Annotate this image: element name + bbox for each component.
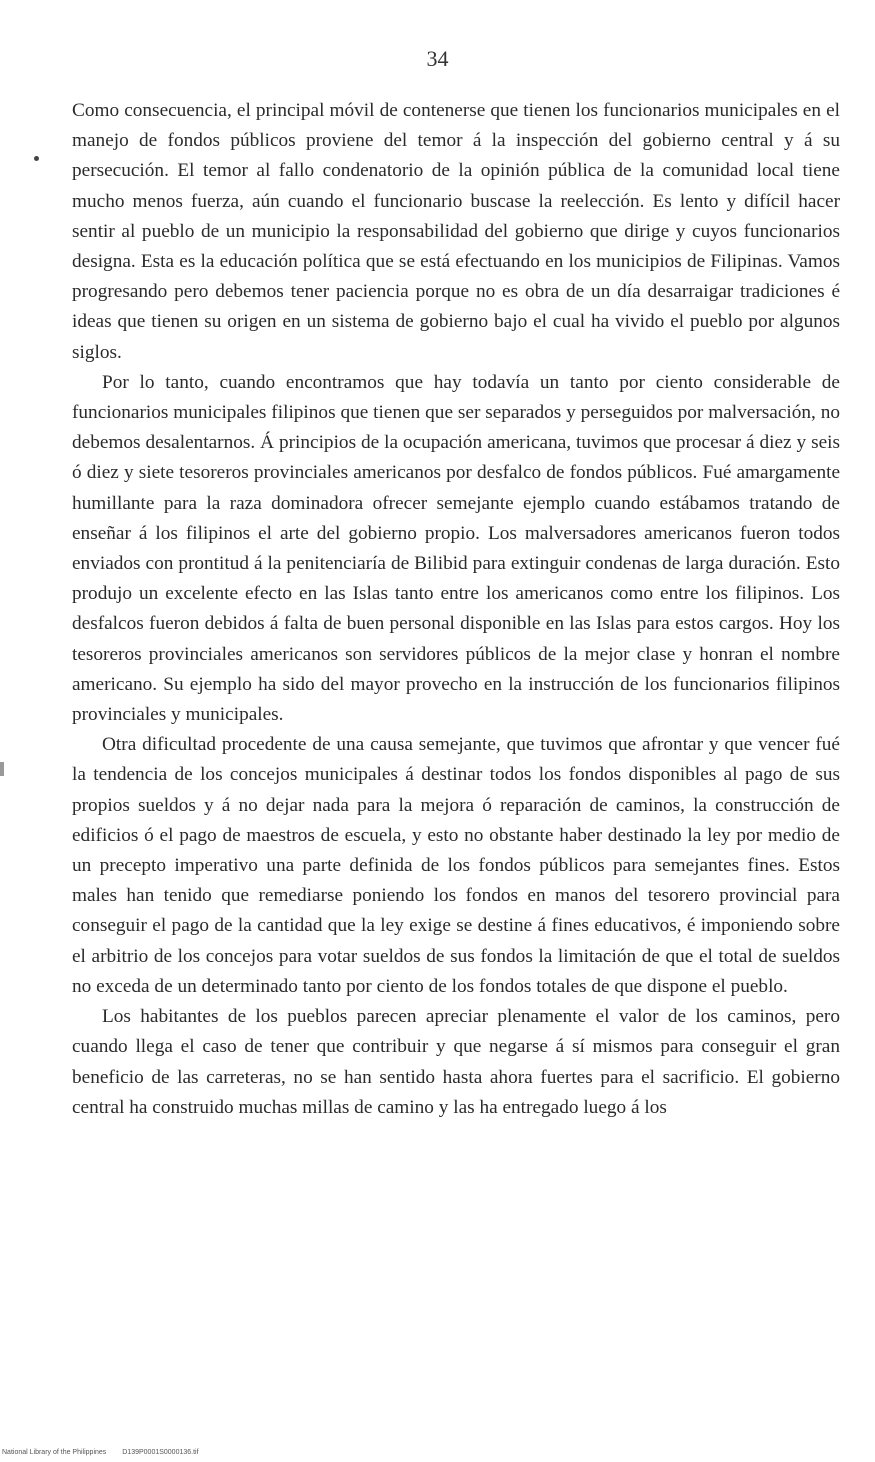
scan-footer: [2, 1449, 199, 1456]
page-number: 34: [426, 46, 449, 71]
paragraph-1: Como consecuencia, el principal móvil de contenerse que tienen los funcionarios municipales en el manejo de fondos públicos proviene del temor á la inspección del gobierno central y á su persecución. El temor al fallo condenatorio de la opinión pública de la comunidad local tiene mucho menos fuerza, aún cuando el funcionario buscase la reelección. Es lento y difícil hacer sentir al pueblo de un municipio la responsabilidad del gobierno que dirige y cuyos funcionarios designa. Esta es la educación política que se está efectuando en los municipios de Filipinas. Vamos progresando pero debemos tener paciencia porque no es obra de un día desarraigar tradiciones é ideas que tienen su origen en un sistema de gobierno bajo el cual ha vivido el pueblo por algunos siglos.: [72, 100, 840, 363]
footer-institution: National Library of the Philippines: [2, 1449, 107, 1456]
body-text: [72, 96, 840, 1123]
margin-dot: [34, 156, 39, 161]
footer-identifier: D139P0001S0000136.tif: [122, 1449, 199, 1456]
paragraph-3: Otra dificultad procedente de una causa semejante, que tuvimos que afrontar y que vencer fué la tendencia de los concejos municipales á destinar todos los fondos disponibles al pago de sus propios sueldos y á no dejar nada para la mejora ó reparación de caminos, la construcción de edificios ó el pago de maestros de escuela, y esto no obstante haber destinado la ley por medio de un precepto imperativo una parte definida de los fondos públicos para semejantes fines. Estos males han tenido que remediarse poniendo los fondos en manos del tesorero provincial para conseguir el pago de la cantidad que la ley exige se destine á fines educativos, é imponiendo sobre el arbitrio de los concejos para votar sueldos de sus fondos la limitación de que el total de sueldos no exceda de un determinado tanto por ciento de los fondos totales de que dispone el pueblo.: [72, 734, 840, 997]
paragraph-2: Por lo tanto, cuando encontramos que hay todavía un tanto por ciento considerable de funcionarios municipales filipinos que tienen que ser separados y perseguidos por malversación, no debemos desalentarnos. Á principios de la ocupación americana, tuvimos que procesar á diez y seis ó diez y siete tesoreros provinciales americanos por desfalco de fondos públicos. Fué amargamente humillante para la raza dominadora ofrecer semejante ejemplo cuando estábamos tratando de enseñar á los filipinos el arte del gobierno propio. Los malversadores americanos fueron todos enviados con prontitud á la penitenciaría de Bilibid para extinguir condenas de larga duración. Esto produjo un excelente efecto en las Islas tanto entre los americanos como entre los filipinos. Los desfalcos fueron debidos á falta de buen personal disponible en las Islas para estos cargos. Hoy los tesoreros provinciales americanos son servidores públicos de la mejor clase y honran el nombre americano. Su ejemplo ha sido del mayor provecho en la instrucción de los funcionarios filipinos provinciales y municipales.: [72, 371, 840, 726]
paragraph-4: Los habitantes de los pueblos parecen apreciar plenamente el valor de los caminos, pero cuando llega el caso de tener que contribuir y que negarse á sí mismos para conseguir el gran beneficio de las carreteras, no se han sentido hasta ahora fuertes para el sacrificio. El gobierno central ha construido muchas millas de camino y las ha entregado luego á los: [72, 1006, 840, 1118]
margin-mark: [0, 762, 4, 776]
